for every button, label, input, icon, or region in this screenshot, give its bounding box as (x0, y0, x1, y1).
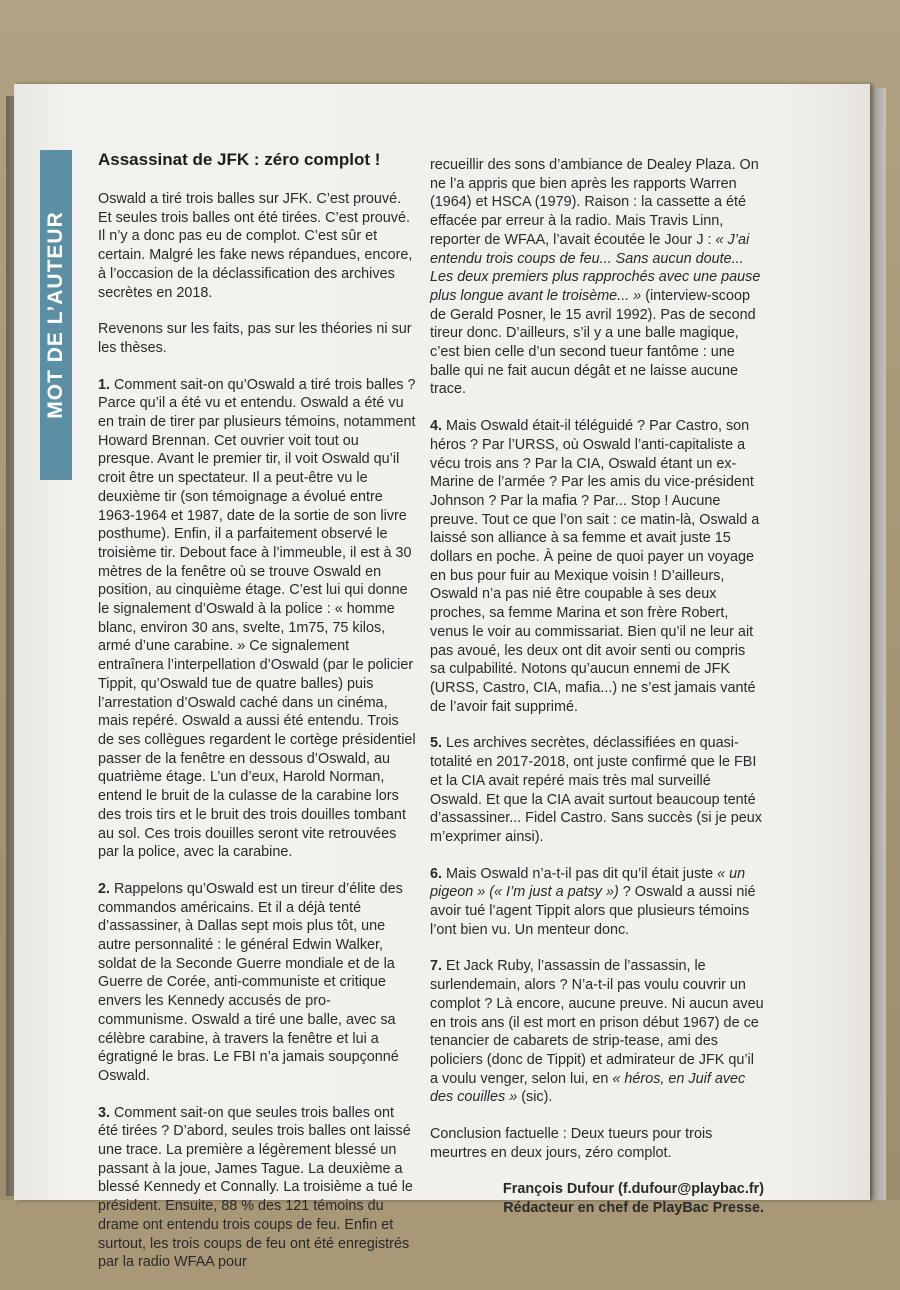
intro-paragraph: Oswald a tiré trois balles sur JFK. C’est prouvé. Et seules trois balles ont été tirées. C’est prouvé. Il n’y a donc pas eu de complot. C’est sûr et certain. Malgré les fake news répandues, encore, à l’occasion de la déclassification des archives secrètes en 2018. (98, 191, 413, 301)
section-4 (430, 417, 764, 716)
section-text: Et Jack Ruby, l’assassin de l’assassin, le surlendemain, alors ? N’a-t-il pas voulu couvrir un complot ? Là encore, aucune preuve. Ni aucun aveu en trois ans (il est mort en prison début 1967) de ce tenancier de cabarets de strip-tease, ami des policiers (donc de Tippit) et admirateur de JFK qu’il a voulu venger, selon lui, en (430, 958, 764, 1087)
section-text: Comment sait-on que seules trois balles ont été tirées ? D’abord, seules trois balles ont laissé une trace. La première a légèrement blessé un passant à la joue, James Tague. La deuxième a blessé Kennedy et Connally. La troisième a tué le président. Ensuite, 88 % des 121 témoins du drame ont entendu trois coups de feu. Enfin et surtout, les trois coups de feu ont été enregistrés par la radio WFAA pour (98, 1104, 413, 1271)
section-7 (430, 957, 764, 1107)
page-edge (872, 88, 886, 1200)
section-number: 3. (98, 1104, 111, 1121)
section-quote: « un pigeon » (« I’m just a patsy ») (430, 865, 746, 901)
section-text: Les archives secrètes, déclassifiées en quasi-totalité en 2017-2018, ont juste confirmé que le FBI et la CIA avait repéré mais très mal surveillé Oswald. Et que la CIA avait surtout beaucoup tenté d’assassiner... Fidel Castro. Sans succès (si je peux m’exprimer ainsi). (430, 735, 762, 845)
conclusion: Conclusion factuelle : Deux tueurs pour trois meurtres en deux jours, zéro complot. (430, 1126, 713, 1161)
section-number: 5. (430, 735, 443, 752)
section-text: recueillir des sons d’ambiance de Dealey Plaza. On ne l’a appris que bien après les rapports Warren (1964) et HSCA (1979). Raison : la cassette a été effacée par erreur à la radio. Mais Travis Linn, reporter de WFAA, l’avait écoutée le Jour J : (430, 157, 759, 248)
right-column (430, 156, 764, 1218)
article-title: Assassinat de JFK : zéro complot ! (98, 150, 381, 169)
section-1 (98, 376, 416, 862)
intro-paragraph-2: Revenons sur les faits, pas sur les théories ni sur les thèses. (98, 321, 412, 356)
section-text: (interview-scoop de Gerald Posner, le 15 avril 1992). Pas de second tireur donc. D’ailleurs, s’il y a une balle magique, c’est bien celle d’un second tueur fantôme : une balle qui ne fait aucun dégât et ne laisse aucune trace. (430, 287, 756, 398)
section-5 (430, 734, 764, 846)
section-number: 4. (430, 418, 443, 435)
section-text: Rappelons qu’Oswald est un tireur d’élite des commandos américains. Et il a déjà tenté d’assassiner, à Dallas sept mois plus tôt, une autre personnalité : le général Edwin Walker, soldat de la Seconde Guerre mondiale et de la Guerre de Corée, anti-communiste et critique envers les Kennedy accusés de pro-communisme. Oswald a tiré une balle, avec sa célèbre carabine, à travers la fenêtre et lui a égratigné le bras. Le FBI n’a jamais soupçonné Oswald. (98, 880, 403, 1084)
author-role: Rédacteur en chef de PlayBac Presse. (503, 1200, 764, 1217)
section-2 (98, 880, 416, 1086)
section-number: 1. (98, 376, 111, 393)
left-column (98, 150, 416, 1290)
section-number: 2. (98, 880, 111, 897)
section-quote: « héros, en Juif avec des couilles » (430, 1070, 746, 1106)
section-text: Mais Oswald était-il téléguidé ? Par Castro, son héros ? Par l’URSS, où Oswald l’anti-capitaliste a vécu trois ans ? Par la CIA, Oswald étant un ex-Marine de l’armée ? Par les amis du vice-président Johnson ? Par la mafia ? Par... Stop ! Aucune preuve. Tout ce que l’on sait : ce matin-là, Oswald a laissé son alliance à sa femme et avait juste 15 dollars en poche. À peine de quoi payer un voyage en bus pour fuir au Mexique voisin ! D’ailleurs, Oswald n’a pas nié être coupable à ses deux proches, sa femme Marina et son frère Robert, venus le voir au commissariat. Bien qu’il ne leur ait pas avoué, les deux ont dit avoir senti ou compris sa culpabilité. Notons qu’aucun ennemi de JFK (URSS, Castro, CIA, mafia...) ne s’est jamais vanté de l’avoir fait supprimé. (430, 418, 760, 715)
section-number: 6. (430, 865, 443, 882)
section-3 (98, 1104, 416, 1272)
section-text: Mais Oswald n’a-t-il pas dit qu’il était juste (446, 865, 714, 882)
section-6 (430, 865, 764, 940)
section-3-continued (430, 156, 764, 399)
section-label-band (40, 150, 72, 480)
section-text: Comment sait-on qu’Oswald a tiré trois balles ? Parce qu’il a été vu et entendu. Oswald a été vu en train de tirer par plusieurs témoins, notamment Howard Brennan. Cet ouvrier voit tout ou presque. Avant le premier tir, il voit Oswald qu’il croit être un spectateur. Il a peut-être vu le deuxième tir (son témoignage a évolué entre 1963-1964 et 1987, date de la sortie de son livre posthume). Enfin, il a parfaitement observé le troisième tir. Debout face à l’immeuble, il est à 30 mètres de la fenêtre où se trouve Oswald en position, au cinquième étage. C’est lui qui donne le signalement d’Oswald à la police : « homme blanc, environ 30 ans, svelte, 1m75, 75 kilos, armé d’une carabine. » Ce signalement entraînera l’interpellation d’Oswald (par le policier Tippit, qu’Oswald tue de quatre balles) puis l’arrestation d’Oswald caché dans un cinéma, mais repéré. Oswald a aussi été entendu. Trois de ses collègues regardent le cortège présidentiel passer de la fenêtre en dessous d’Oswald, au quatrième étage. L’un d’eux, Harold Norman, entend le bruit de la culasse de la carabine lors des trois tirs et le bruit des trois douilles tombant au sol. Ces trois douilles seront vite retrouvées par la police, avec la carabine. (98, 376, 416, 861)
section-quote: « J’ai entendu trois coups de feu... Sans aucun doute... Les deux premiers plus rapprochés avec une pause plus longue avant le troisème... » (430, 231, 761, 304)
author-signature (430, 1180, 764, 1218)
section-text: ? Oswald a aussi nié avoir tué l’agent Tippit alors que plusieurs témoins l’ont bien vu. Un menteur donc. (430, 884, 756, 938)
section-text: (sic). (521, 1089, 553, 1106)
section-number: 7. (430, 958, 443, 975)
section-label: MOT DE L’AUTEUR (44, 211, 67, 419)
author-name-email: François Dufour (f.dufour@playbac.fr) (502, 1181, 764, 1198)
